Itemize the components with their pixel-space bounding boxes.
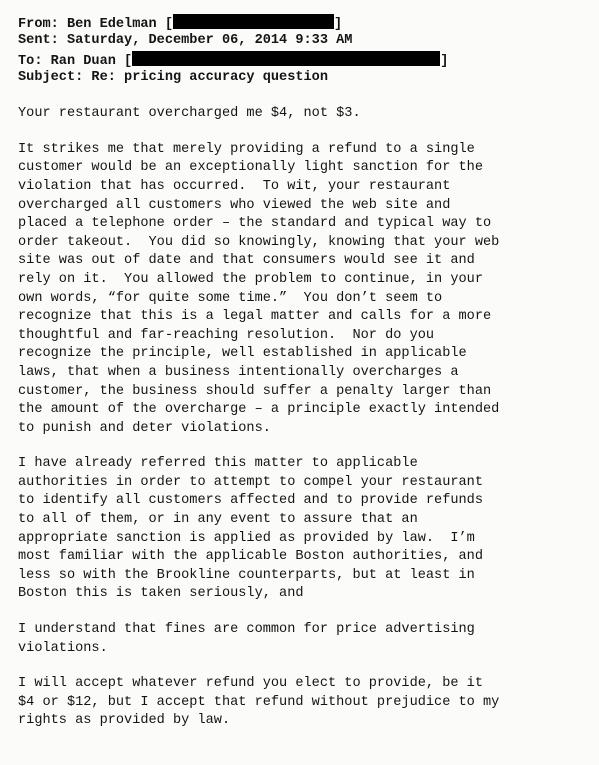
email-header [18, 14, 593, 87]
header-gap [18, 87, 593, 105]
paragraph-line: placed a telephone order – the standard and typical way to [18, 216, 492, 232]
paragraph-line: customer, the business should suffer a penalty larger than [18, 383, 492, 399]
paragraph-5 [18, 675, 593, 731]
from-line [18, 14, 593, 32]
paragraph-line: customer would be an exceptionally light sanction for the [18, 160, 483, 176]
paragraph-line: recognize the principle, well established in applicable [18, 346, 467, 362]
paragraph-line: less so with the Brookline counterparts, but at least in [18, 567, 475, 583]
paragraph-2 [18, 141, 593, 439]
paragraph-line: overcharged all customers who viewed the web site and [18, 197, 451, 213]
paragraph-line: order takeout. You did so knowingly, knowing that your web [18, 234, 500, 250]
paragraph-4 [18, 621, 593, 658]
paragraph-line: laws, that when a business intentionally overcharges a [18, 364, 459, 380]
paragraph-line: violation that has occurred. To wit, your restaurant [18, 178, 451, 194]
paragraph-line: to identify all customers affected and to provide refunds [18, 493, 483, 509]
paragraph-line: $4 or $12, but I accept that refund without prejudice to my [18, 694, 500, 710]
paragraph-line: rely on it. You allowed the problem to continue, in your [18, 271, 483, 287]
subject-line: Subject: Re: pricing accuracy question [18, 69, 328, 85]
email-document [18, 14, 593, 748]
paragraph-line: violations. [18, 640, 108, 656]
from-close: ] [334, 17, 343, 32]
paragraph-line: to all of them, or in any event to assure that an [18, 512, 418, 528]
sent-line: Sent: Saturday, December 06, 2014 9:33 AM [18, 33, 353, 49]
redacted-email-to [132, 51, 440, 66]
paragraph-line: appropriate sanction is applied as provided by law. I’m [18, 530, 475, 546]
paragraph-line: most familiar with the applicable Boston authorities, and [18, 549, 483, 565]
paragraph-line: It strikes me that merely providing a refund to a single [18, 141, 475, 157]
paragraph-line: the amount of the overcharge – a principle exactly intended [18, 402, 500, 418]
paragraph-line: authorities in order to attempt to compel your restaurant [18, 474, 483, 490]
paragraph-line: recognize that this is a legal matter and calls for a more [18, 309, 492, 325]
to-line [18, 51, 593, 69]
paragraph-line: I have already referred this matter to applicable [18, 456, 418, 472]
paragraph-line: to punish and deter violations. [18, 420, 271, 436]
paragraph-3 [18, 455, 593, 604]
paragraph-line: site was out of date and that consumers would see it and [18, 253, 475, 269]
paragraph-1 [18, 105, 593, 124]
from-label: From: Ben Edelman [ [18, 17, 173, 32]
paragraph-line: I understand that fines are common for price advertising [18, 622, 475, 638]
paragraph-line: rights as provided by law. [18, 713, 231, 729]
to-close: ] [440, 53, 449, 69]
to-label: To: Ran Duan [ [18, 53, 133, 69]
paragraph-line: Your restaurant overcharged me $4, not $3. [18, 106, 361, 122]
paragraph-line: Boston this is taken seriously, and [18, 586, 304, 602]
paragraph-line: I will accept whatever refund you elect to provide, be it [18, 676, 483, 692]
paragraph-line: own words, “for quite some time.” You don’t seem to [18, 290, 443, 306]
redacted-email-from [173, 14, 334, 29]
paragraph-line: thoughtful and far-reaching resolution. Nor do you [18, 327, 435, 343]
